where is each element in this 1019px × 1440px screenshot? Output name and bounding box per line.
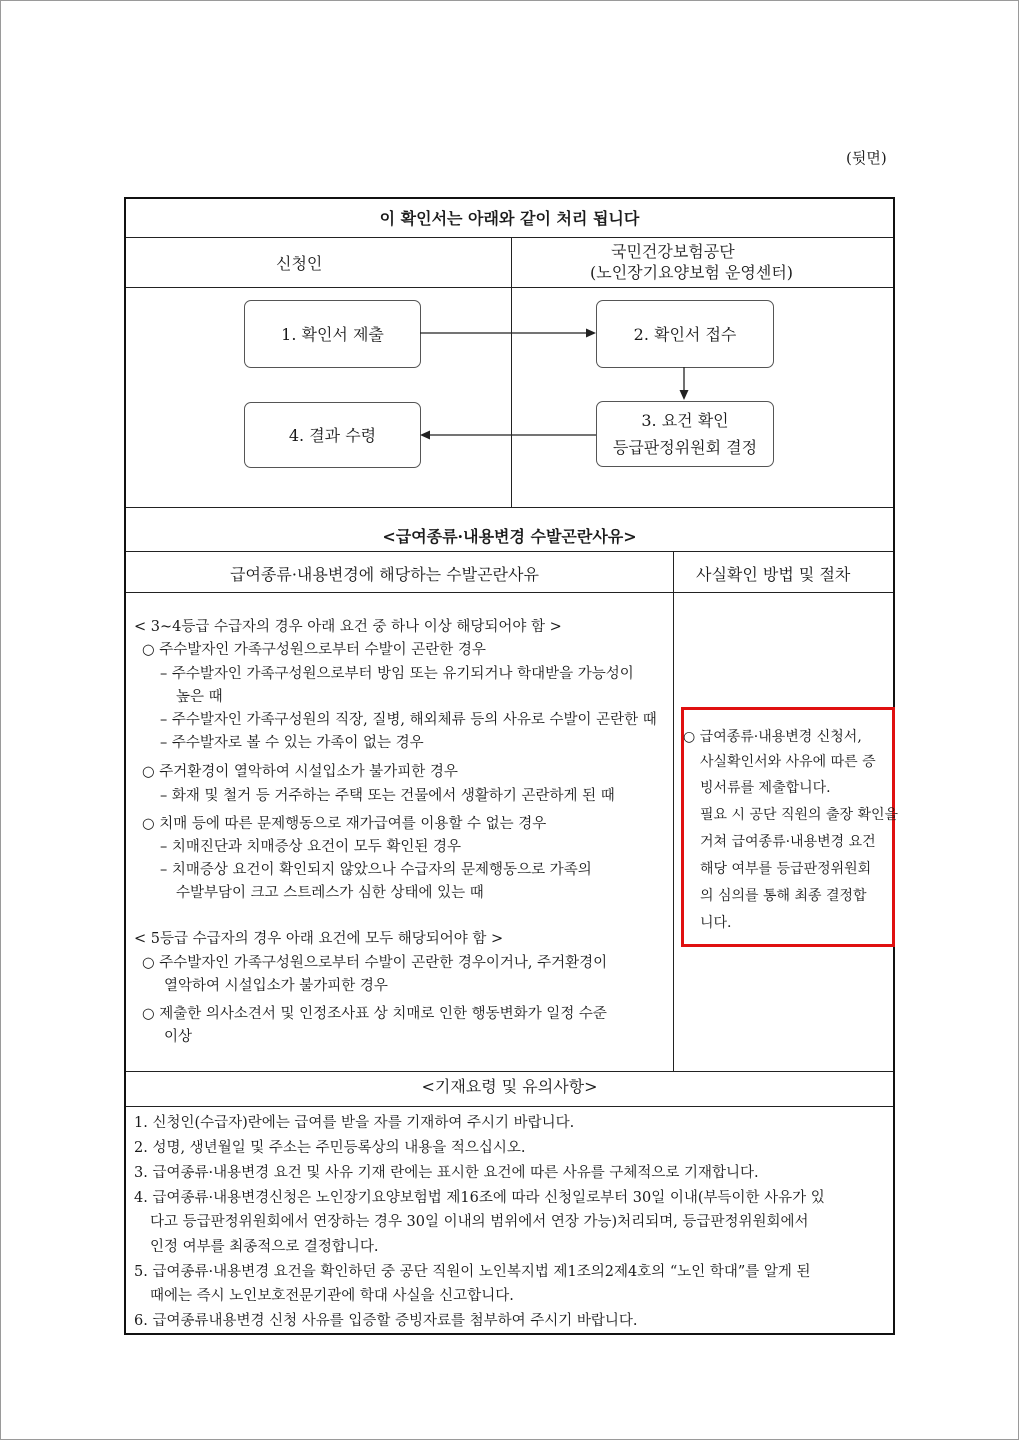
back-side-label: (뒷면)	[846, 149, 887, 167]
verification-line: 거쳐 급여종류·내용변경 요건	[700, 834, 876, 850]
divider	[126, 507, 893, 508]
agency-header-line1: 국민건강보험공단	[611, 242, 735, 261]
reason-item-cont: 열악하여 시설입소가 불가피한 경우	[164, 978, 388, 994]
reason-subitem: – 주수발자로 볼 수 있는 가족이 없는 경우	[160, 735, 424, 751]
verification-line: ○ 급여종류·내용변경 신청서,	[683, 729, 862, 745]
arrow-head-right-icon	[586, 329, 596, 338]
reason-subitem-cont: 높은 때	[176, 689, 223, 705]
reason-subitem: – 치매증상 요건이 확인되지 않았으나 수급자의 문제행동으로 가족의	[160, 862, 592, 878]
note-item: 3. 급여종류·내용변경 요건 및 사유 기재 란에는 표시한 요건에 따른 사유를 구체적으로 기재합니다.	[134, 1165, 759, 1181]
reason-item: ○ 제출한 의사소견서 및 인정조사표 상 치매로 인한 행동변화가 일정 수준	[142, 1006, 607, 1022]
reason-subitem: – 치매진단과 치매증상 요건이 모두 확인된 경우	[160, 839, 462, 855]
note-item-cont: 때에는 즉시 노인보호전문기관에 학대 사실을 신고합니다.	[150, 1288, 514, 1304]
note-item: 1. 신청인(수급자)란에는 급여를 받을 자를 기재하여 주시기 바랍니다.	[134, 1115, 575, 1131]
divider	[126, 592, 893, 593]
reason-item: ○ 치매 등에 따른 문제행동으로 재가급여를 이용할 수 없는 경우	[142, 816, 547, 832]
note-item-cont: 다고 등급판정위원회에서 연장하는 경우 30일 이내의 범위에서 연장 가능)처리되며, 등급판정위원회에서	[150, 1214, 809, 1230]
step-label: 1. 확인서 제출	[281, 324, 384, 344]
reason-subitem: – 화재 및 철거 등 거주하는 주택 또는 건물에서 생활하기 곤란하게 된 때	[160, 788, 615, 804]
divider	[126, 551, 893, 552]
process-arrows	[126, 199, 897, 519]
reason-item: ○ 주거환경이 열악하여 시설입소가 불가피한 경우	[142, 764, 458, 780]
notes-title: <기재요령 및 유의사항>	[421, 1077, 598, 1096]
reason-subitem: – 주수발자인 가족구성원으로부터 방임 또는 유기되거나 학대받을 가능성이	[160, 666, 634, 682]
verification-line: 빙서류를 제출합니다.	[700, 780, 831, 796]
verification-line: 의 심의를 통해 최종 결정합	[700, 888, 867, 904]
arrow-head-down-icon	[680, 390, 689, 400]
note-item: 5. 급여종류·내용변경 요건을 확인하던 중 공단 직원이 노인복지법 제1조의2제4호의 “노인 학대”를 알게 된	[134, 1264, 811, 1280]
reason-item-cont: 이상	[164, 1029, 193, 1045]
step-label: 4. 결과 수령	[288, 425, 377, 445]
verification-line: 필요 시 공단 직원의 출장 확인을	[700, 807, 899, 823]
form-frame	[124, 197, 899, 1335]
divider	[126, 1071, 893, 1072]
divider	[126, 1106, 893, 1107]
process-title: 이 확인서는 아래와 같이 처리 됩니다	[379, 209, 640, 228]
note-item: 2. 성명, 생년월일 및 주소는 주민등록상의 내용을 적으십시오.	[134, 1140, 526, 1156]
note-item: 6. 급여종류내용변경 신청 사유를 입증할 증빙자료를 첨부하여 주시기 바랍니다.	[134, 1313, 638, 1329]
reasons-column-divider	[673, 551, 674, 1071]
reason-group-header: < 5등급 수급자의 경우 아래 요건에 모두 해당되어야 함 >	[134, 931, 504, 947]
agency-header-line2: (노인장기요양보험 운영센터)	[590, 263, 794, 282]
reasons-column-header: 급여종류·내용변경에 해당하는 수발곤란사유	[230, 565, 539, 584]
verification-line: 니다.	[700, 915, 732, 931]
step-label: 3. 요건 확인	[641, 411, 729, 430]
applicant-header: 신청인	[276, 254, 323, 273]
reasons-title: <급여종류·내용변경 수발곤란사유>	[382, 527, 637, 546]
reason-subitem: – 주수발자인 가족구성원의 직장, 질병, 해외체류 등의 사유로 수발이 곤란한 때	[160, 712, 657, 728]
reason-group-header: < 3~4등급 수급자의 경우 아래 요건 중 하나 이상 해당되어야 함 >	[134, 619, 562, 635]
reason-item: ○ 주수발자인 가족구성원으로부터 수발이 곤란한 경우	[142, 642, 486, 658]
step-label: 2. 확인서 접수	[633, 324, 737, 344]
arrow-head-left-icon	[420, 431, 430, 440]
note-item: 4. 급여종류·내용변경신청은 노인장기요양보험법 제16조에 따라 신청일로부터 30일 이내(부득이한 사유가 있	[134, 1190, 825, 1206]
reason-item: ○ 주수발자인 가족구성원으로부터 수발이 곤란한 경우이거나, 주거환경이	[142, 955, 608, 971]
verification-column-header: 사실확인 방법 및 절차	[696, 565, 851, 584]
verification-line: 사실확인서와 사유에 따른 증	[700, 754, 876, 770]
step-sublabel: 등급판정위원회 결정	[612, 438, 758, 457]
note-item-cont: 인정 여부를 최종적으로 결정합니다.	[150, 1239, 379, 1255]
reason-subitem-cont: 수발부담이 크고 스트레스가 심한 상태에 있는 때	[176, 885, 484, 901]
verification-line: 해당 여부를 등급판정위원회	[700, 861, 872, 877]
